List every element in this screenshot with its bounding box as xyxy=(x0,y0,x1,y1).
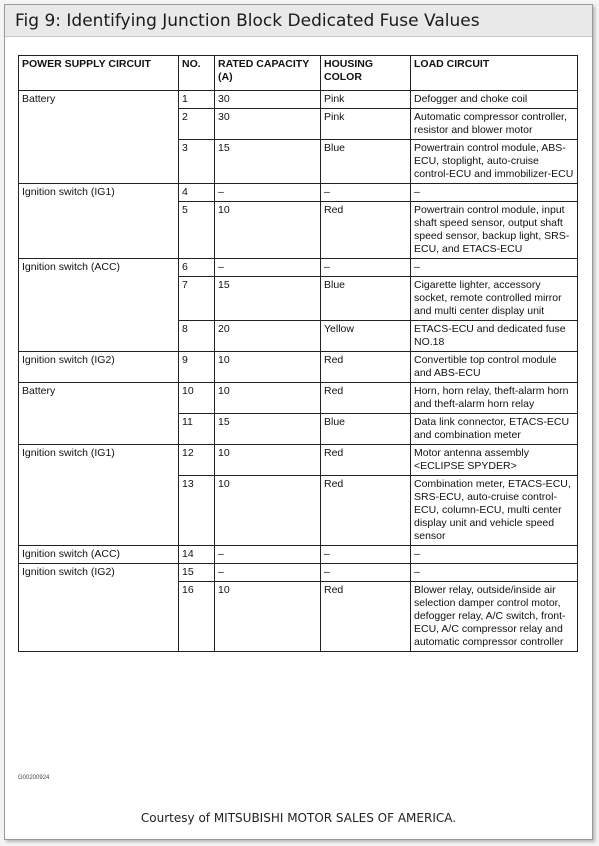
cell-housing-color: – xyxy=(321,564,411,582)
table-body xyxy=(19,91,578,652)
table-row xyxy=(19,259,578,277)
cell-housing-color: Red xyxy=(321,476,411,546)
cell-load-circuit: – xyxy=(411,259,578,277)
cell-load-circuit: Automatic compressor controller, resistor and blower motor xyxy=(411,109,578,140)
cell-load-circuit: – xyxy=(411,184,578,202)
table-row xyxy=(19,352,578,383)
cell-load-circuit: Combination meter, ETACS-ECU, SRS-ECU, auto-cruise control-ECU, column-ECU, multi center display unit and vehicle speed sensor xyxy=(411,476,578,546)
cell-no: 14 xyxy=(179,546,215,564)
cell-housing-color: – xyxy=(321,546,411,564)
cell-no: 11 xyxy=(179,414,215,445)
cell-rated-capacity: – xyxy=(215,564,321,582)
cell-housing-color: Red xyxy=(321,582,411,652)
cell-rated-capacity: 30 xyxy=(215,109,321,140)
cell-load-circuit: ETACS-ECU and dedicated fuse NO.18 xyxy=(411,321,578,352)
cell-no: 9 xyxy=(179,352,215,383)
cell-power-supply-circuit: Ignition switch (IG2) xyxy=(19,564,179,652)
cell-load-circuit: Convertible top control module and ABS-ECU xyxy=(411,352,578,383)
cell-load-circuit: Powertrain control module, ABS-ECU, stoplight, auto-cruise control-ECU and immobilizer-ECU xyxy=(411,140,578,184)
figure-frame xyxy=(4,4,593,840)
cell-no: 3 xyxy=(179,140,215,184)
cell-load-circuit: Powertrain control module, input shaft speed sensor, output shaft speed sensor, backup light, SRS-ECU, and ETACS-ECU xyxy=(411,202,578,259)
table-header-row xyxy=(19,56,578,91)
cell-housing-color: Red xyxy=(321,202,411,259)
header-no: NO. xyxy=(179,56,215,91)
cell-load-circuit: – xyxy=(411,546,578,564)
figure-title: Fig 9: Identifying Junction Block Dedicated Fuse Values xyxy=(5,5,592,37)
cell-rated-capacity: 10 xyxy=(215,383,321,414)
courtesy-line: Courtesy of MITSUBISHI MOTOR SALES OF AMERICA. xyxy=(140,811,457,825)
cell-no: 12 xyxy=(179,445,215,476)
header-rated-capacity: RATED CAPACITY (A) xyxy=(215,56,321,91)
table-row xyxy=(19,184,578,202)
header-power-supply-circuit: POWER SUPPLY CIRCUIT xyxy=(19,56,179,91)
cell-load-circuit: Motor antenna assembly <ECLIPSE SPYDER> xyxy=(411,445,578,476)
cell-no: 7 xyxy=(179,277,215,321)
cell-housing-color: Red xyxy=(321,383,411,414)
cell-load-circuit: – xyxy=(411,564,578,582)
header-load-circuit: LOAD CIRCUIT xyxy=(411,56,578,91)
cell-housing-color: Blue xyxy=(321,414,411,445)
cell-housing-color: Red xyxy=(321,445,411,476)
cell-rated-capacity: 15 xyxy=(215,140,321,184)
cell-load-circuit: Defogger and choke coil xyxy=(411,91,578,109)
cell-rated-capacity: – xyxy=(215,546,321,564)
cell-load-circuit: Cigarette lighter, accessory socket, remote controlled mirror and multi center display unit xyxy=(411,277,578,321)
table-row xyxy=(19,445,578,476)
table-row xyxy=(19,546,578,564)
cell-no: 15 xyxy=(179,564,215,582)
cell-housing-color: Yellow xyxy=(321,321,411,352)
cell-power-supply-circuit: Battery xyxy=(19,91,179,184)
cell-power-supply-circuit: Ignition switch (IG1) xyxy=(19,445,179,546)
cell-rated-capacity: 10 xyxy=(215,202,321,259)
cell-no: 5 xyxy=(179,202,215,259)
cell-rated-capacity: 20 xyxy=(215,321,321,352)
table-row xyxy=(19,564,578,582)
cell-rated-capacity: 10 xyxy=(215,476,321,546)
cell-no: 2 xyxy=(179,109,215,140)
cell-no: 4 xyxy=(179,184,215,202)
cell-rated-capacity: 15 xyxy=(215,277,321,321)
cell-housing-color: Pink xyxy=(321,109,411,140)
cell-no: 16 xyxy=(179,582,215,652)
cell-rated-capacity: 10 xyxy=(215,445,321,476)
cell-power-supply-circuit: Ignition switch (ACC) xyxy=(19,259,179,352)
cell-no: 13 xyxy=(179,476,215,546)
cell-power-supply-circuit: Battery xyxy=(19,383,179,445)
table-row xyxy=(19,91,578,109)
cell-housing-color: Pink xyxy=(321,91,411,109)
cell-no: 8 xyxy=(179,321,215,352)
cell-load-circuit: Horn, horn relay, theft-alarm horn and theft-alarm horn relay xyxy=(411,383,578,414)
table-row xyxy=(19,383,578,414)
header-housing-color: HOUSING COLOR xyxy=(321,56,411,91)
cell-rated-capacity: – xyxy=(215,184,321,202)
fuse-table xyxy=(18,55,578,652)
cell-housing-color: Blue xyxy=(321,140,411,184)
cell-rated-capacity: 10 xyxy=(215,352,321,383)
cell-rated-capacity: 30 xyxy=(215,91,321,109)
cell-rated-capacity: 10 xyxy=(215,582,321,652)
cell-housing-color: – xyxy=(321,184,411,202)
cell-no: 1 xyxy=(179,91,215,109)
cell-power-supply-circuit: Ignition switch (IG1) xyxy=(19,184,179,259)
cell-no: 10 xyxy=(179,383,215,414)
cell-housing-color: – xyxy=(321,259,411,277)
figure-code: G00200924 xyxy=(18,775,50,781)
cell-load-circuit: Data link connector, ETACS-ECU and combination meter xyxy=(411,414,578,445)
cell-power-supply-circuit: Ignition switch (IG2) xyxy=(19,352,179,383)
cell-load-circuit: Blower relay, outside/inside air selection damper control motor, defogger relay, A/C switch, front-ECU, A/C compressor relay and automatic compressor controller xyxy=(411,582,578,652)
cell-power-supply-circuit: Ignition switch (ACC) xyxy=(19,546,179,564)
cell-rated-capacity: 15 xyxy=(215,414,321,445)
cell-rated-capacity: – xyxy=(215,259,321,277)
cell-no: 6 xyxy=(179,259,215,277)
cell-housing-color: Blue xyxy=(321,277,411,321)
cell-housing-color: Red xyxy=(321,352,411,383)
